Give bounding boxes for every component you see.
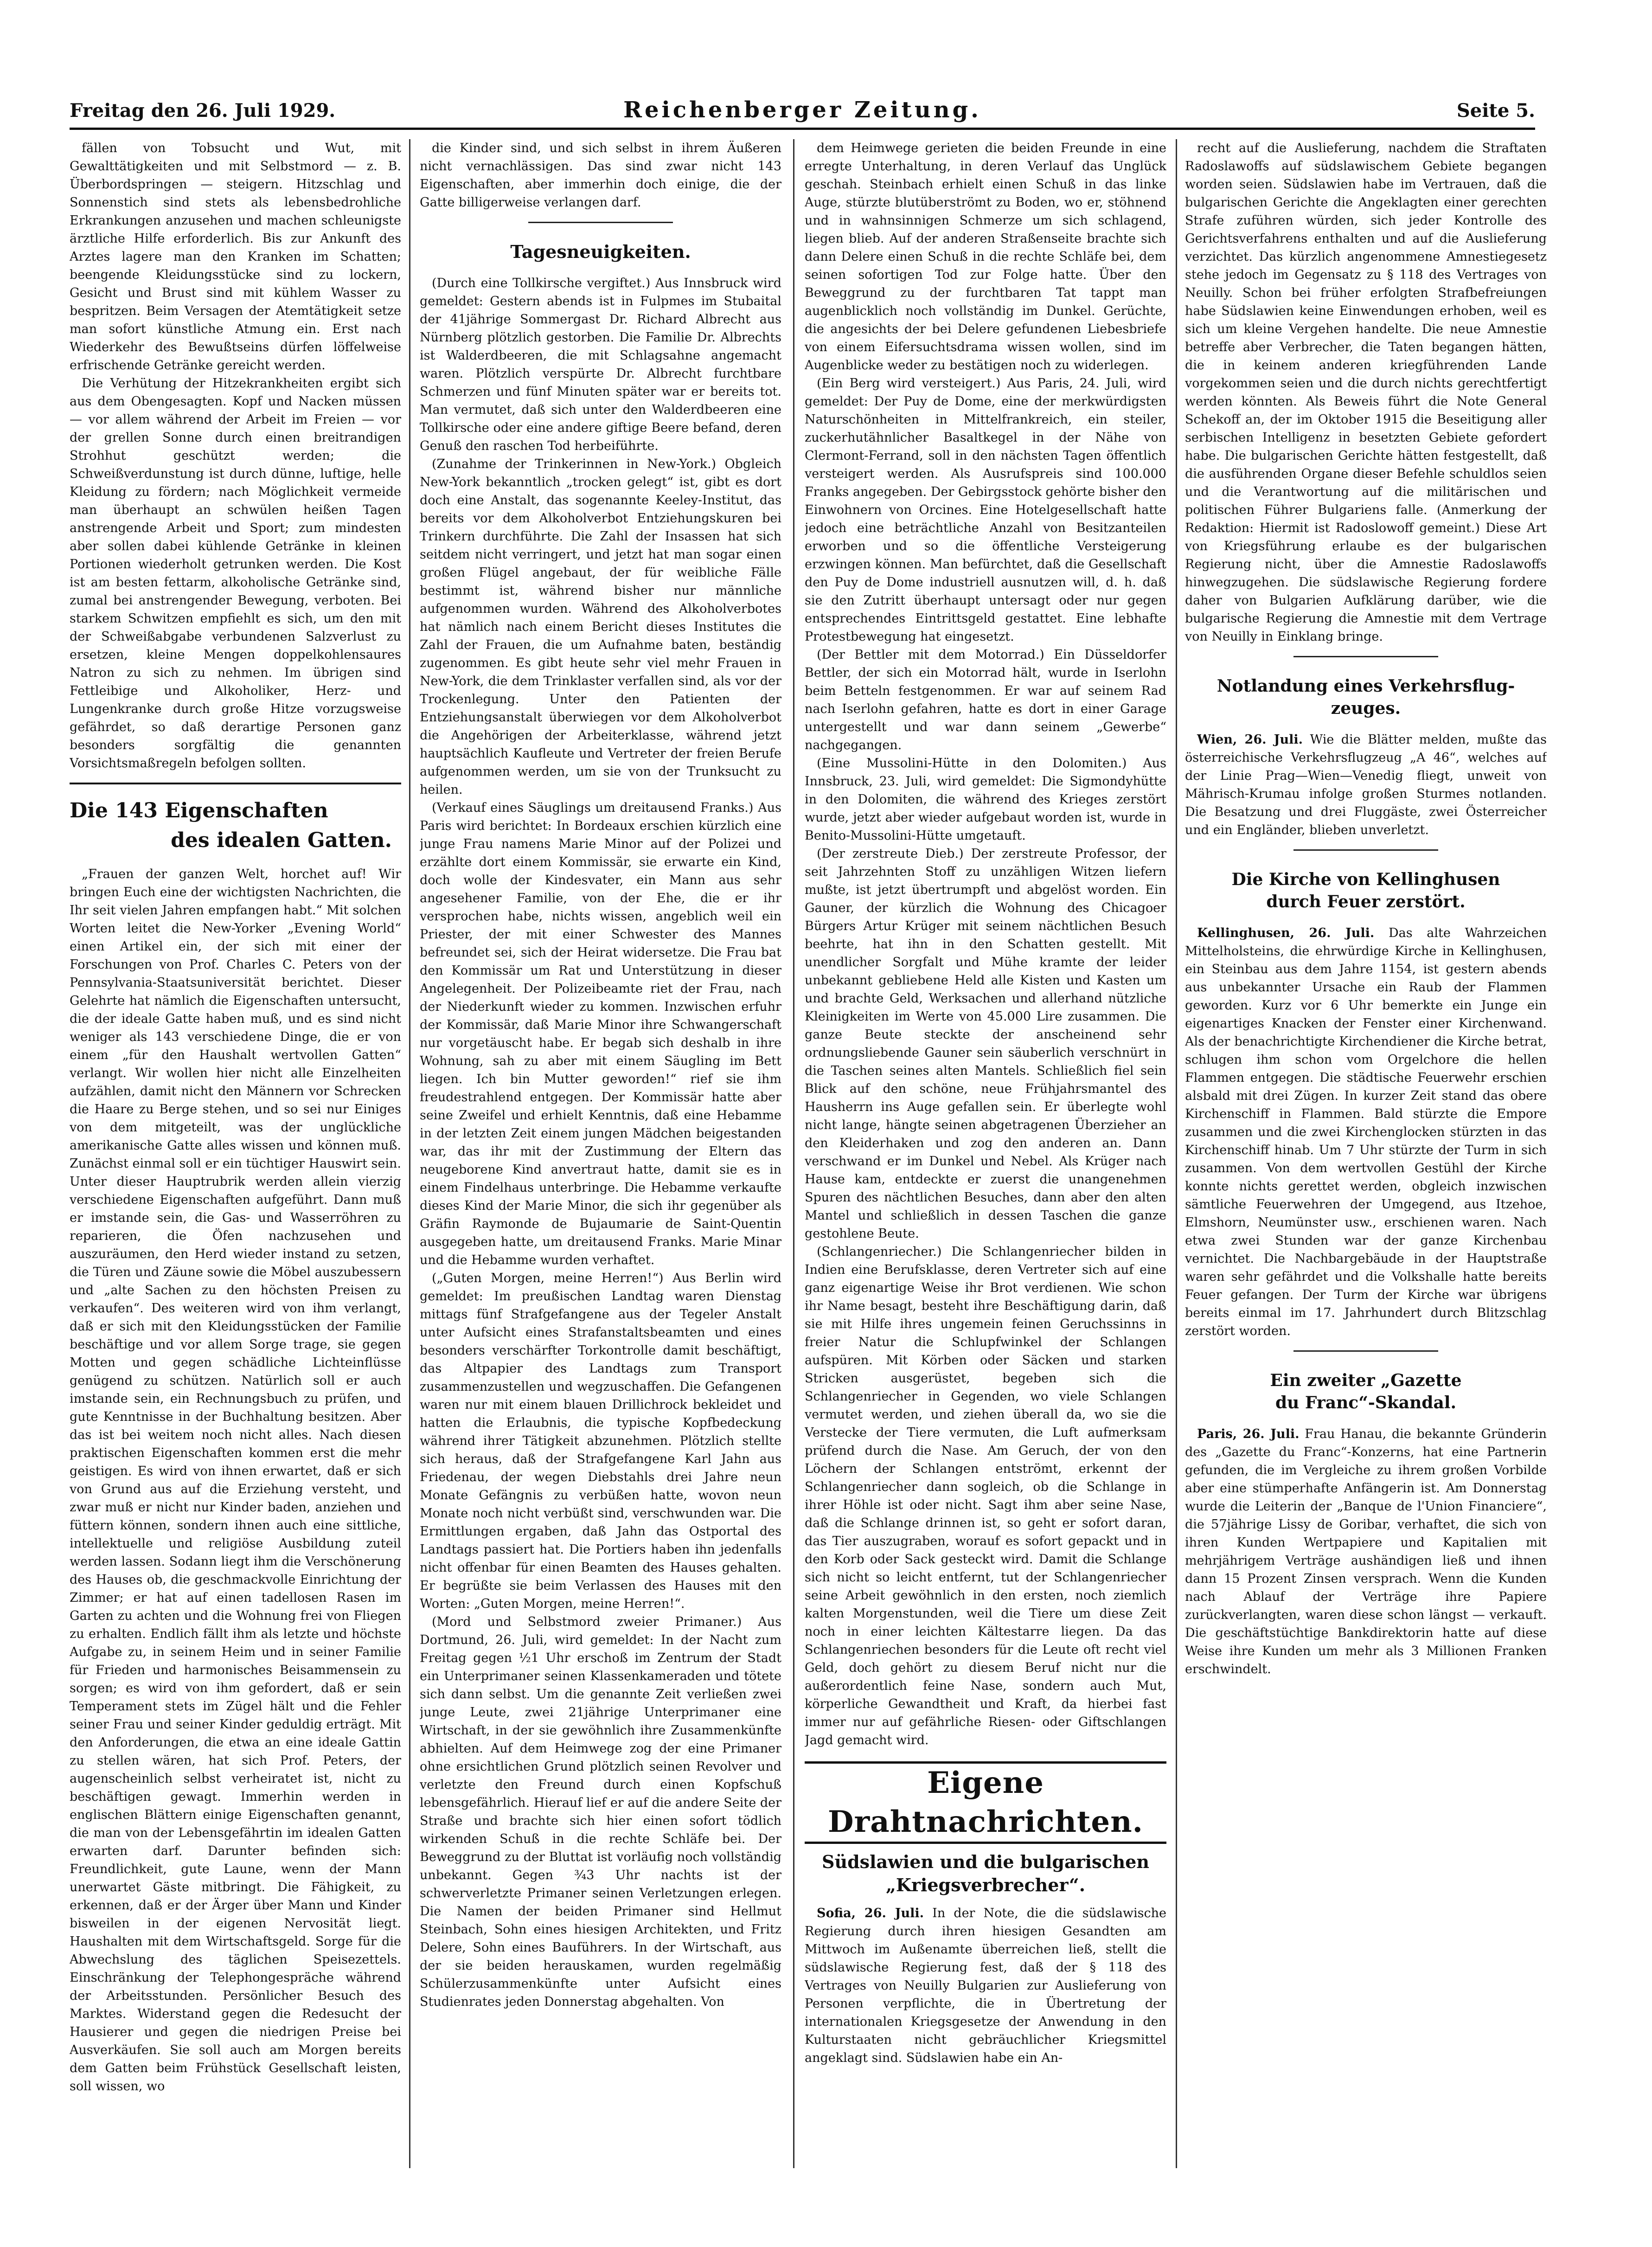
page-number: Seite 5. bbox=[1456, 100, 1535, 122]
article-paragraph: „Frauen der ganzen Welt, horchet auf! Wir bringen Euch eine der wichtigsten Nachrichten, die Ihr seit vielen Jahren empfangen habt.“ Mit solchen Worten leitet die New-Yorker „Evening World“ einen Artikel ein, der sich mit einer der Forschungen von Prof. Charles C. Peters von der Pennsylvania-Staatsuniversität berichtet. Dieser Gelehrte hat nämlich die Eigenschaften untersucht, die der ideale Gatte haben muß, und es sind nicht weniger als 143 verschiedene Dinge, die er von einem „für den Haushalt wertvollen Gatten“ verlangt. Wir wollen hier nicht alle Einzelheiten aufzählen, damit nicht den Männern vor Schrecken die Haare zu Berge stehen, und so sei nur Einiges von dem mitgeteilt, was der unglückliche amerikanische Gatte alles wissen und können muß. Zunächst einmal soll er ein tüchtiger Hauswirt sein. Unter dieser Hauptrubrik werden allein vierzig verschiedene Eigenschaften aufgeführt. Dann muß er imstande sein, die Gas- und Wasserröhren zu reparieren, die Öfen nachzusehen und auszuräumen, den Herd wieder instand zu setzen, die Türen und Zäune sowie die Möbel auszubessern und „alte Sachen zu den höchsten Preisen zu verkaufen“. Des weiteren wird von ihm verlangt, daß er sich mit den Kleidungsstücken der Familie beschäftige und vor allem Sorge trage, sie gegen Motten und gegen schädliche Lichteinflüsse genügend zu schützen. Natürlich soll er auch imstande sein, ein Rechnungsbuch zu prüfen, und gute Kenntnisse in der Buchhaltung besitzen. Aber das ist bei weitem noch nicht alles. Nach diesen praktischen Eigenschaften kommen erst die mehr geistigen. Es wird von ihnen erwartet, daß er sich von Grund aus auf die Erziehung versteht, und zwar muß er nicht nur Kinder baden, anziehen und füttern können, sondern ihnen auch eine sittliche, intellektuelle und religiöse Ausbildung zuteil werden lassen. Sodann liegt ihm die Verschönerung des Hauses ob, die geschmackvolle Einrichtung der Zimmer; er hat auf einen tadellosen Rasen im Garten zu achten und die Wohnung frei von Fliegen zu erhalten. Endlich fällt ihm als letzte und höchste Aufgabe zu, in seinem Heim und in seiner Familie für Frieden und harmonisches Beisammensein zu sorgen; es wird von ihm gefordert, daß er sein Temperament stets im Zügel hält und die Fehler seiner Frau und seiner Kinder geduldig erträgt. Mit den Anforderungen, die etwa an eine ideale Gattin zu stellen wären, hat sich Prof. Peters, der augenscheinlich selbst verheiratet ist, nicht zu beschäftigen gewagt. Immerhin werden in englischen Blättern einige Eigenschaften genannt, die man von der Lebensgefährtin im idealen Gatten erwarten darf. Darunter befinden sich: Freundlichkeit, gute Laune, wenn der Mann unerwartet Gäste mitbringt. Die Fähigkeit, zu erkennen, daß er der Ärger über Mann und Kinder bisweilen in der eigenen Nervosität liegt. Haushalten mit dem Wirtschaftsgeld. Sorge für die Abwechslung des täglichen Speisezettels. Einschränkung der Telephongespräche während der Arbeitsstunden. Persönlicher Besuch des Marktes. Widerstand gegen die Redesucht der Hausierer und gegen die niedrigen Preise bei Ausverkäufen. Sie soll auch am Morgen bereits dem Gatten beim Frühstück Gesellschaft leisten, soll wissen, wo bbox=[70, 867, 401, 2093]
headline-line: „Kriegsverbrecher“. bbox=[886, 1875, 1085, 1895]
column-1 bbox=[70, 139, 401, 2168]
article-headline-line2: des idealen Gatten. bbox=[171, 828, 392, 852]
article-paragraph bbox=[805, 1904, 1166, 2067]
divider bbox=[528, 222, 673, 223]
news-item: (Der zerstreute Dieb.) Der zerstreute Professor, der seit Jahrzehnten Stoff zu unzähligen Witzen liefern mußte, ist jetzt übertrumpft und abgelöst worden. Ein Gauner, der kürzlich die Wohnung des Chicagoer Bürgers Artur Krüger mit seinem nächtlichen Besuch beehrte, hat ihn in den Schatten gestellt. Mit unendlicher Sorgfalt und Mühe kramte der leider unbekannt gebliebene Held alle Kisten und Kasten um und brachte Geld, Werksachen und allerhand nützliche Kleinigkeiten im Werte von 45.000 Lire zusammen. Die ganze Beute steckte der anscheinend sehr ordnungsliebende Gauner sein säuberlich verschnürt in die Taschen seines alten Mantels. Schließlich fiel sein Blick auf den schöne, neue Frühjahrsmantel des Hausherrn ins Auge gefallen sein. Er überlegte wohl nicht lange, hängte seinen abgetragenen Überzieher an den Kleiderhaken und zog den anderen an. Dann verschwand er im Dunkel und Nebel. Als Krüger nach Hause kam, entdeckte er zuerst die unangenehmen Spuren des nächtlichen Besuches, dann aber den alten Mantel und schließlich in dessen Taschen die ganze gestohlene Beute. bbox=[805, 847, 1166, 1241]
column-rule bbox=[793, 139, 794, 2168]
headline-line: du Franc“-Skandal. bbox=[1275, 1393, 1456, 1412]
article-paragraph: recht auf die Auslieferung, nachdem die Straftaten Radoslawoffs auf südslawischem Gebiete begangen worden seien. Südslawien habe im Vertrauen, daß die bulgarischen Gerichte die Angeklagten einer gerechten Strafe zuführen würden, sich jeder Kontrolle des Gerichtsverfahrens enthalten und auf die Auslieferung verzichtet. Das kürzlich angenommene Amnestiegesetz stehe jedoch im Gegensatz zu § 118 des Vertrages von Neuilly. Schon bei früher erfolgten Strafbefreiungen habe Südslawien keine Einwendungen erhoben, weil es sich um kleine Vergehen handelte. Die neue Amnestie betreffe aber Verbrecher, die Taten begangen hätten, die in keinem anderen kriegführenden Lande vorgekommen seien und die durch nichts gerechtfertigt werden könnten. Als Beweis führt die Note General Schekoff an, der im Oktober 1915 die Beseitigung aller serbischen Intelligenz in besetzten Gebiete gefordert habe. Die bulgarischen Gerichte hätten festgestellt, daß die ausführenden Organe dieser Befehle schuldlos seien und die Verantwortung auf die militärischen und politischen Führer Bulgariens falle. (Anmerkung der Redaktion: Hiermit ist Radoslowoff gemeint.) Diese Art von Kriegsführung erlaube es der bulgarischen Regierung nicht, über die Amnestie Radoslawoffs hinwegzugehen. Die südslawische Regierung fordere daher von Bulgarien Aufklärung darüber, wie die bulgarische Regierung die Amnestie mit dem Vertrage von Neuilly in Einklang bringe. bbox=[1185, 141, 1547, 644]
column-4 bbox=[1185, 139, 1547, 2168]
divider bbox=[1293, 656, 1438, 657]
issue-date: Freitag den 26. Juli 1929. bbox=[70, 100, 336, 122]
section-heading: Tagesneuigkeiten. bbox=[510, 241, 691, 262]
news-item: („Guten Morgen, meine Herren!“) Aus Berlin wird gemeldet: Im preußischen Landtag waren Dienstag mittags fünf Strafgefangene aus der Tegeler Anstalt unter Aufsicht eines Strafanstaltsbeamten und eines besonders verschärfter Torkontrolle damit beschäftigt, das Altpapier des Landtags zum Transport zusammenzustellen und wegzuschaffen. Die Gefangenen waren nur mit einem blauen Drillichrock bekleidet und hatten die Erlaubnis, die typische Kopfbedeckung während ihrer Tätigkeit abzunehmen. Plötzlich stellte sich heraus, daß der Strafgefangene Karl Jahn aus Friedenau, der wegen Diebstahls drei Jahre neun Monate Gefängnis zu verbüßen hatte, wovon neun Monate noch nicht verbüßt sind, verschwunden war. Die Ermittlungen ergaben, daß Jahn das Ostportal des Landtags passiert hat. Die Portiers haben ihn jedenfalls nicht offenbar für einen Beamten des Hauses gehalten. Er begrüßte sie beim Verlassen des Hauses mit den Worten: „Guten Morgen, meine Herren!“. bbox=[420, 1271, 781, 1611]
news-item: (Eine Mussolini-Hütte in den Dolomiten.) Aus Innsbruck, 23. Juli, wird gemeldet: Die Sigmondyhütte in den Dolomiten, die während des Krieges zerstört wurde, jetzt aber wieder aufgebaut worden ist, wurde in Benito-Mussolini-Hütte umgetauft. bbox=[805, 756, 1166, 843]
article-text: In der Note, die die südslawische Regierung durch ihren hiesigen Gesandten am Mittwoch im Außenamte überreichen ließ, stellt die südslawische Regierung fest, daß der § 118 des Vertrages von Neuilly Bulgarien zur Auslieferung von Personen verpflichte, die in Übertretung der internationalen Kriegsgesetze der Anwendung in den Kulturstaaten nicht gebräuchlicher Kriegsmittel angeklagt sind. Südslawien habe ein An- bbox=[805, 1906, 1166, 2065]
article-headline: Die 143 Eigenschaften bbox=[70, 799, 328, 822]
article-text: Wie die Blätter melden, mußte das österreichische Verkehrsflugzeug „A 46“, welches auf der Linie Prag—Wien—Venedig fliegt, unweit von Mährisch-Krumau infolge großen Sturmes notlanden. Die Besatzung und drei Fluggäste, zwei Österreicher und ein Engländer, blieben unverletzt. bbox=[1185, 732, 1547, 837]
article-paragraph bbox=[1185, 1425, 1547, 1678]
headline-line: zeuges. bbox=[1331, 699, 1401, 718]
headline-line: durch Feuer zerstört. bbox=[1266, 892, 1466, 912]
headline-line: Südslawien und die bulgarischen bbox=[822, 1851, 1149, 1872]
article-paragraph: die Kinder sind, und sich selbst in ihrem Äußeren nicht vernachlässigen. Das sind zwar nicht 143 Eigenschaften, aber immerhin doch einige, die der Gatte billigerweise verlangen darf. bbox=[420, 141, 781, 210]
article-paragraph bbox=[1185, 731, 1547, 839]
article-text: Frau Hanau, die bekannte Gründerin des „Gazette du Franc“-Konzerns, hat eine Partnerin gefunden, die im Vergleiche zu ihrem großen Vorbilde aber eine stümperhafte Anfängerin ist. Am Donnerstag wurde die Leiterin der „Banque de l'Union Financiere“, die 57jährige Lissy de Goribar, verhaftet, die sich von ihren Kunden Wertpapiere und Kapitalien mit mehrjährigem Verträge aushändigen ließ und ihnen dann 15 Prozent Zinsen versprach. Wenn die Kunden nach Ablauf der Verträge ihre Papiere zurückverlangten, waren diese schon längst — verkauft. Die geschäftstüchtige Bankdirektorin hatte auf diese Weise ihre Kunden um mehr als 3 Millionen Franken erschwindelt. bbox=[1185, 1427, 1547, 1676]
column-3 bbox=[805, 139, 1166, 2168]
newspaper-title: Reichenberger Zeitung. bbox=[623, 97, 981, 123]
article-text: Das alte Wahrzeichen Mittelholsteins, die ehrwürdige Kirche in Kellinghusen, ein Steinbau aus dem Jahre 1154, ist gestern abends aus unbekannter Ursache ein Raub der Flammen geworden. Kurz vor 6 Uhr bemerkte ein Junge ein eigenartiges Knacken der Fenster einer Kirchenwand. Als der benachrichtigte Kirchendiener die Kirche betrat, schlugen ihm schon vom Orgelchore die hellen Flammen entgegen. Die städtische Feuerwehr erschien alsbald mit drei Zügen. In kurzer Zeit stand das obere Kirchenschiff in Flammen. Bald stürzte die Empore zusammen und die zwei Kirchenglocken stürzten in das Kirchenschiff hinab. Um 7 Uhr stürzte der Turm in sich zusammen. Von dem wertvollen Gestühl der Kirche konnte nichts gerettet werden, obgleich inzwischen sämtliche Feuerwehren der Umgegend, aus Itzehoe, Elmshorn, Neumünster usw., erschienen waren. Nach etwa zwei Stunden war der ganze Kirchenbau vernichtet. Die Nachbargebäude in der Hauptstraße waren sehr gefährdet und die Volkshalle hatte bereits Feuer gefangen. Der Turm der Kirche war übrigens bereits einmal im 17. Jahrhundert durch Blitzschlag zerstört worden. bbox=[1185, 926, 1547, 1338]
news-item: (Mord und Selbstmord zweier Primaner.) Aus Dortmund, 26. Juli, wird gemeldet: In der Nacht zum Freitag gegen ½1 Uhr erschoß im Zentrum der Stadt ein Unterprimaner seinen Klassenkameraden und tötete sich dann selbst. Um die genannte Zeit verließen zwei junge Leute, zwei 21jährige Unterprimaner eine Wirtschaft, in der sie gewöhnlich ihre Zusammenkünfte abhielten. Auf dem Heimwege zog der eine Primaner ohne ersichtlichen Grund plötzlich seinen Revolver und verletzte den Freund durch einen Kopfschuß lebensgefährlich. Hierauf lief er auf die andere Seite der Straße und brachte sich hier einen sofort tödlich wirkenden Schuß in die rechte Schläfe bei. Der Beweggrund zu der Bluttat ist vorläufig noch vollständig unbekannt. Gegen ¾3 Uhr nachts ist der schwerverletzte Primaner seinen Verletzungen erlegen. Die Namen der beiden Primaner sind Hellmut Steinbach, Sohn eines hiesigen Architekten, und Fritz Delere, Sohn eines Bauführers. In der Wirtschaft, aus der sie beiden herauskamen, wurden regelmäßig Schülerzusammenkünfte unter Aufsicht eines Studienrates jeden Donnerstag abgehalten. Von bbox=[420, 1615, 781, 2009]
page-header bbox=[70, 95, 1535, 130]
divider bbox=[1293, 849, 1438, 851]
news-item: (Der Bettler mit dem Motorrad.) Ein Düsseldorfer Bettler, der sich ein Motorrad hält, wurde in Iserlohn beim Betteln festgenommen. Er war auf seinem Rad nach Iserlohn gefahren, hatte es dort in einer Garage untergestellt und war dann seinem „Gewerbe“ nachgegangen. bbox=[805, 648, 1166, 752]
article-paragraph bbox=[1185, 924, 1547, 1340]
dateline: Paris, 26. Juli. bbox=[1197, 1427, 1300, 1441]
dateline: Sofia, 26. Juli. bbox=[817, 1906, 924, 1920]
dateline: Wien, 26. Juli. bbox=[1197, 732, 1303, 747]
article-headline bbox=[1185, 675, 1547, 719]
divider bbox=[1293, 1350, 1438, 1352]
column-2 bbox=[420, 139, 781, 2168]
news-item: (Verkauf eines Säuglings um dreitausend Franks.) Aus Paris wird berichtet: In Bordeaux erschien kürzlich eine junge Frau namens Marie Minor auf der Polizei und erzählte dort einem Kommissär, sie erwarte ein Kind, doch wolle der Kindesvater, ein Mann aus sehr angesehener Familie, von der Ehe, die er ihr versprochen habe, nichts wissen, angeblich weil ein Priester, der mit einer Schwester des Mannes befreundet sei, sich der Heirat widersetze. Die Frau bat den Kommissär um Rat und Unterstützung in dieser Angelegenheit. Der Polizeibeamte riet der Frau, nach der Niederkunft wieder zu kommen. Inzwischen erfuhr der Kommissär, daß Marie Minor ihre Schwangerschaft nur vorgetäuscht habe. Er begab sich deshalb in ihre Wohnung, sah zu aber mit einem Säugling im Bett liegen. Ich bin Mutter geworden!“ rief sie ihm freudestrahlend entgegen. Der Kommissär hatte aber seine Zweifel und erhielt Kenntnis, daß eine Hebamme in der letzten Zeit einem jungen Mädchen beigestanden war, das ihr mit der Zustimmung der Eltern das neugeborene Kind anvertraut hatte, damit sie es in einem Findelhaus unterbringe. Die Hebamme verkaufte dieses Kind der Marie Minor, die sich ihr gegenüber als Gräfin Raymonde de Bujaumarie de Saint-Quentin ausgegeben hatte, um dreitausend Franks. Marie Minar und die Hebamme wurden verhaftet. bbox=[420, 801, 781, 1267]
news-item: (Schlangenriecher.) Die Schlangenriecher bilden in Indien eine Berufsklasse, deren Vertreter sich auf eine ganz eigenartige Weise ihr Brot verdienen. Wie schon ihr Name besagt, besteht ihre Beschäftigung darin, daß sie mit Hilfe ihres ungemein feinen Geruchssinns in freier Natur die Schlupfwinkel der Schlangen aufspüren. Mit Körben oder Säcken und starken Stricken ausgerüstet, begeben sich die Schlangenriecher in Gegenden, wo viele Schlangen vermutet werden, und ziehen überall da, wo sie die Verstecke der Tiere vermuten, die Luft aufmerksam prüfend durch die Nase. Am Geruch, der von den Löchern der Schlangen entströmt, erkennt der Schlangenriecher dann sogleich, ob die Schlange in ihrer Höhle ist oder nicht. Sagt ihm aber seine Nase, daß die Schlange drinnen ist, so geht er sofort daran, das Tier auszugraben, worauf es sofort gepackt und in den Korb oder Sack gesteckt wird. Damit die Schlange sich nicht so leicht entfernt, tut der Schlangenriecher seine Arbeit gewöhnlich in den ersten, noch ziemlich kalten Morgenstunden, weil die Tiere um diese Zeit noch in einer leichten Kältestarre liegen. Da das Schlangenriechen besonders für die Leute oft recht viel Geld, doch gehört zu diesem Beruf nicht nur die außerordentlich feine Nase, sondern auch Mut, körperliche Gewandtheit und Kraft, da hierbei fast immer nur auf gefährliche Riesen- oder Giftschlangen Jagd gemacht wird. bbox=[805, 1245, 1166, 1747]
headline-line: Die Kirche von Kellinghusen bbox=[1231, 870, 1500, 889]
section-banner: Eigene Drahtnachrichten. bbox=[805, 1761, 1166, 1844]
article-paragraph: fällen von Tobsucht und Wut, mit Gewalttätigkeiten und mit Selbstmord — z. B. Überbordspringen — steigern. Hitzschlag und Sonnenstich sind stets als lebensbedrohliche Erkrankungen anzusehen und machen schleunigste ärztliche Hilfe erforderlich. Bis zur Ankunft des Arztes lagere man den Kranken im Schatten; beengende Kleidungsstücke sind zu lockern, Gesicht und Brust sind mit kühlem Wasser zu bespritzen. Beim Versagen der Atemtätigkeit setze man sofort künstliche Atmung ein. Erst nach Wiederkehr des Bewußtseins dürfen löffelweise erfrischende Getränke gereicht werden. bbox=[70, 141, 401, 372]
column-rule bbox=[1176, 139, 1177, 2168]
headline-line: Ein zweiter „Gazette bbox=[1270, 1371, 1462, 1390]
headline-line: Notlandung eines Verkehrsflug- bbox=[1217, 676, 1515, 696]
news-item: (Zunahme der Trinkerinnen in New-York.) Obgleich New-York bekanntlich „trocken gelegt“ ist, gibt es dort doch eine Anstalt, das sogenannte Keeley-Institut, das bereits vor dem Alkoholverbot Entziehungskuren bei Trinkern durchführte. Die Zahl der Insassen hat sich seitdem nicht verringert, und jetzt hat man sogar einen großen Flügel angebaut, der für weibliche Fälle bestimmt ist, während bisher nur männliche aufgenommen wurden. Während des Alkoholverbotes hat nämlich nach einem Bericht dieses Institutes die Zahl der Frauen, die um Aufnahme baten, beständig zugenommen. Es gibt heute sehr viel mehr Frauen in New-York, die dem Trinklaster verfallen sind, als vor der Trockenlegung. Unter den Patienten der Entziehungsanstalt überwiegen vor dem Alkoholverbot die Angehörigen der Arbeiterklasse, während jetzt hauptsächlich Kaufleute und Vertreter der freien Berufe aufgenommen werden, um sie von der Trunksucht zu heilen. bbox=[420, 457, 781, 797]
news-item: dem Heimwege gerieten die beiden Freunde in eine erregte Unterhaltung, in deren Verlauf das Unglück geschah. Steinbach erhielt einen Schuß in das linke Auge, stürzte blutüberströmt zu Boden, wo er, stöhnend und in wahnsinnigen Schmerze um sich schlagend, liegen blieb. Auf der anderen Straßenseite brachte sich dann Delere einen Schuß in die rechte Schläfe bei, dem seinen sofortigen Tod zur Folge hatte. Über den Beweggrund zu der furchtbaren Tat tappt man augenblicklich noch vollständig im Dunkel. Gerüchte, die angesichts der bei Delere gefundenen Liebesbriefe von einem Eifersuchtsdrama wissen wollen, sind im Augenblicke weder zu bestätigen noch zu widerlegen. bbox=[805, 141, 1166, 372]
news-item: (Durch eine Tollkirsche vergiftet.) Aus Innsbruck wird gemeldet: Gestern abends ist in Fulpmes im Stubaital der 41jährige Sommergast Dr. Richard Albrecht aus Nürnberg plötzlich gestorben. Die Familie Dr. Albrechts ist Walderdbeeren, die mit Schlagsahne angemacht waren. Plötzlich verspürte Dr. Albrecht furchtbare Schmerzen und fünf Minuten später war er bereits tot. Man vermutet, daß sich unter den Walderdbeeren eine Tollkirsche oder eine andere giftige Beere befand, deren Genuß den raschen Tod herbeiführte. bbox=[420, 276, 781, 453]
article-headline bbox=[805, 1850, 1166, 1897]
news-item: (Ein Berg wird versteigert.) Aus Paris, 24. Juli, wird gemeldet: Der Puy de Dome, eine der merkwürdigsten Naturschönheiten in Mittelfrankreich, ein steiler, zuckerhutähnlicher Basaltkegel in der Nähe von Clermont-Ferrand, soll in den nächsten Tagen öffentlich versteigert werden. Als Ausrufspreis sind 100.000 Franks angegeben. Der Gebirgsstock gehörte bisher den Einwohnern von Orcines. Eine Hotelgesellschaft hatte jedoch eine beträchtliche Anzahl von Besitzanteilen erworben und so die öffentliche Versteigerung erzwingen können. Man befürchtet, daß die Gesellschaft den Puy de Dome industriell ausnutzen will, d. h. daß sie den Zutritt überhaupt untersagt oder nur gegen entsprechendes Eintrittsgeld gestattet. Eine lebhafte Protestbewegung hat eingesetzt. bbox=[805, 376, 1166, 644]
article-headline bbox=[1185, 1369, 1547, 1414]
column-rule bbox=[409, 139, 410, 2168]
article-headline bbox=[1185, 868, 1547, 913]
divider bbox=[70, 783, 401, 784]
article-paragraph: Die Verhütung der Hitzekrankheiten ergibt sich aus dem Obengesagten. Kopf und Nacken müssen — vor allem während der Arbeit im Freien — vor der grellen Sonne durch einen breitrandigen Strohhut geschützt werden; die Schweißverdunstung ist durch dünne, luftige, helle Kleidung zu fördern; nach Möglichkeit vermeide man überhaupt an schwülen heißen Tagen anstrengende Arbeit und Sport; zum mindesten aber sollen dabei kühlende Getränke in kleinen Portionen wiederholt getrunken werden. Die Kost ist am besten fettarm, alkoholische Getränke sind, zumal bei anstrengender Bewegung, verboten. Bei starkem Schwitzen empfiehlt es sich, um den mit der Schweißabgabe verbundenen Salzverlust zu ersetzen, kleine Mengen doppelkohlensaures Natron zu sich zu nehmen. Im übrigen sind Fettleibige und Alkoholiker, Herz- und Lungenkranke durch große Hitze vorzugsweise gefährdet, so daß derartige Personen ganz besonders sorgfältig die genannten Vorsichtsmaßregeln befolgen sollten. bbox=[70, 376, 401, 770]
dateline: Kellinghusen, 26. Juli. bbox=[1197, 926, 1375, 940]
